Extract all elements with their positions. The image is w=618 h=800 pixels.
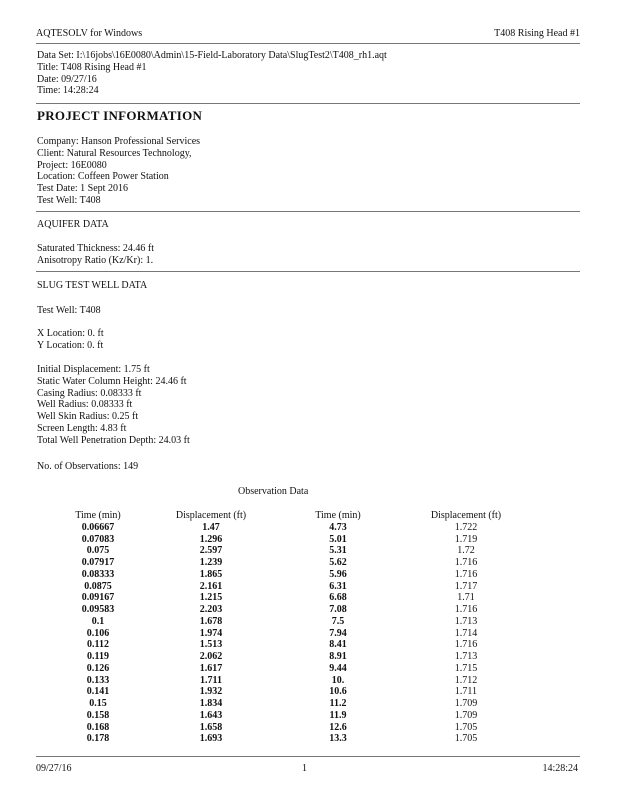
divider-1	[36, 103, 580, 104]
data-set-date: Date: 09/27/16	[37, 73, 97, 85]
screen-length: Screen Length: 4.83 ft	[37, 422, 127, 434]
table-row	[36, 733, 518, 745]
obs-displacement-left: 1.296	[199, 533, 223, 545]
well-radius: Well Radius: 0.08333 ft	[37, 399, 133, 411]
obs-time-right: 7.94	[329, 627, 347, 639]
obs-displacement-right: 1.709	[454, 698, 478, 709]
table-row	[36, 557, 518, 569]
obs-displacement-right: 1.715	[454, 662, 478, 674]
table-row	[36, 651, 518, 663]
obs-time-right: 5.31	[329, 545, 347, 557]
obs-displacement-right: 1.716	[454, 604, 478, 615]
table-row	[36, 522, 518, 534]
obs-displacement-right: 1.719	[454, 533, 478, 545]
table-row	[36, 604, 518, 616]
obs-displacement-left: 1.678	[199, 615, 223, 627]
data-set-title: Title: T408 Rising Head #1	[37, 61, 147, 73]
obs-displacement-right: 1.71	[457, 592, 475, 604]
obs-time-right: 5.62	[329, 557, 347, 568]
obs-displacement-right: 1.716	[454, 557, 478, 568]
obs-time-right: 4.73	[329, 521, 347, 533]
obs-displacement-left: 1.658	[199, 721, 223, 733]
obs-displacement-right: 1.712	[454, 674, 478, 686]
slug-heading: SLUG TEST WELL DATA	[37, 280, 148, 291]
obs-time-right: 7.5	[331, 615, 345, 627]
obs-displacement-left: 2.203	[199, 604, 223, 615]
obs-time-left: 0.15	[89, 698, 107, 709]
obs-time-right: 8.91	[329, 651, 347, 662]
table-row	[36, 628, 518, 640]
table-row	[36, 569, 518, 581]
obs-time-left: 0.178	[86, 733, 110, 745]
client: Client: Natural Resources Technology,	[37, 147, 192, 159]
obs-displacement-left: 2.161	[199, 580, 223, 592]
y-location: Y Location: 0. ft	[37, 339, 104, 351]
obs-displacement-left: 1.974	[199, 627, 223, 639]
footer-time: 14:28:24	[542, 763, 578, 774]
obs-time-right: 11.2	[329, 698, 347, 709]
col-header-time-2: Time (min)	[315, 510, 361, 521]
observation-table	[36, 510, 518, 745]
col-header-time-1: Time (min)	[75, 510, 121, 521]
table-row	[36, 663, 518, 675]
obs-time-right: 5.01	[329, 533, 347, 545]
obs-displacement-left: 1.47	[202, 521, 220, 533]
project-info	[37, 136, 200, 207]
obs-displacement-right: 1.713	[454, 615, 478, 627]
obs-time-left: 0.126	[86, 662, 110, 674]
observation-rows	[36, 522, 518, 745]
obs-time-right: 6.31	[329, 580, 347, 592]
table-row	[36, 686, 518, 698]
slug-location	[37, 328, 104, 352]
obs-time-left: 0.141	[86, 686, 110, 698]
obs-displacement-left: 1.711	[200, 674, 222, 686]
table-row	[36, 710, 518, 722]
table-row	[36, 592, 518, 604]
obs-time-left: 0.133	[86, 674, 110, 686]
well-parameters	[37, 364, 190, 447]
table-row	[36, 545, 518, 557]
obs-displacement-left: 2.062	[199, 651, 223, 662]
divider-3	[36, 271, 580, 272]
data-set-time: Time: 14:28:24	[37, 85, 99, 97]
slug-test-well: Test Well: T408	[37, 305, 101, 316]
obs-displacement-left: 1.693	[199, 733, 223, 745]
dataset-info	[37, 50, 387, 97]
casing-radius: Casing Radius: 0.08333 ft	[37, 387, 142, 399]
obs-displacement-right: 1.722	[454, 521, 478, 533]
obs-time-left: 0.09583	[81, 604, 115, 615]
total-penetration-depth: Total Well Penetration Depth: 24.03 ft	[37, 434, 190, 446]
obs-time-right: 6.68	[329, 592, 347, 604]
anisotropy-ratio: Anisotropy Ratio (Kz/Kr): 1.	[37, 254, 154, 266]
obs-time-left: 0.1	[91, 615, 105, 627]
obs-time-right: 13.3	[329, 733, 347, 745]
header-divider	[36, 43, 580, 44]
obs-displacement-right: 1.717	[454, 580, 478, 592]
test-date: Test Date: 1 Sept 2016	[37, 183, 128, 195]
obs-displacement-right: 1.716	[454, 568, 478, 580]
table-row	[36, 534, 518, 546]
obs-time-left: 0.106	[86, 627, 110, 639]
table-row	[36, 722, 518, 734]
table-row	[36, 698, 518, 710]
initial-displacement: Initial Displacement: 1.75 ft	[37, 364, 150, 375]
obs-displacement-right: 1.716	[454, 639, 478, 651]
obs-time-left: 0.158	[86, 709, 110, 721]
obs-time-right: 7.08	[329, 604, 347, 615]
obs-time-right: 8.41	[329, 639, 347, 651]
obs-displacement-right: 1.705	[454, 721, 478, 733]
obs-displacement-left: 1.617	[199, 662, 223, 674]
aquifer-heading: AQUIFER DATA	[37, 219, 109, 230]
obs-time-right: 10.	[331, 674, 345, 686]
obs-time-right: 9.44	[329, 662, 347, 674]
obs-time-left: 0.07917	[81, 557, 115, 568]
project-heading: PROJECT INFORMATION	[37, 108, 203, 123]
observation-header-row	[36, 510, 518, 522]
obs-time-left: 0.06667	[81, 521, 115, 533]
obs-time-right: 12.6	[329, 721, 347, 733]
obs-time-left: 0.07083	[81, 533, 115, 545]
test-well: Test Well: T408	[37, 194, 101, 206]
table-row	[36, 639, 518, 651]
observation-table-title: Observation Data	[238, 486, 309, 497]
obs-displacement-left: 1.932	[199, 686, 223, 698]
header-app-name: AQTESOLV for Windows	[36, 28, 143, 39]
obs-displacement-right: 1.72	[457, 545, 475, 557]
saturated-thickness: Saturated Thickness: 24.46 ft	[37, 243, 155, 254]
obs-time-left: 0.168	[86, 721, 110, 733]
table-row	[36, 675, 518, 687]
obs-displacement-right: 1.705	[454, 733, 478, 745]
obs-displacement-left: 1.834	[199, 698, 223, 709]
obs-time-right: 10.6	[329, 686, 347, 698]
obs-displacement-right: 1.713	[454, 651, 478, 662]
obs-displacement-left: 1.513	[199, 639, 223, 651]
obs-displacement-right: 1.714	[454, 627, 478, 639]
obs-displacement-left: 1.215	[199, 592, 223, 604]
obs-displacement-left: 1.239	[199, 557, 223, 568]
obs-time-left: 0.0875	[84, 580, 112, 592]
col-header-displacement-2: Displacement (ft)	[430, 510, 502, 521]
obs-displacement-left: 1.643	[199, 709, 223, 721]
divider-2	[36, 211, 580, 212]
obs-time-right: 11.9	[329, 709, 347, 721]
obs-time-left: 0.075	[86, 545, 110, 557]
number-of-observations: No. of Observations: 149	[37, 461, 139, 472]
static-water-column: Static Water Column Height: 24.46 ft	[37, 375, 187, 387]
header-test-name: T408 Rising Head #1	[494, 28, 580, 39]
project-number: Project: 16E0080	[37, 159, 107, 171]
obs-time-left: 0.08333	[81, 568, 115, 580]
footer-divider	[36, 756, 580, 757]
obs-time-right: 5.96	[329, 568, 347, 580]
table-row	[36, 616, 518, 628]
location: Location: Coffeen Power Station	[37, 171, 169, 183]
table-row	[36, 581, 518, 593]
footer-date: 09/27/16	[36, 763, 72, 774]
col-header-displacement-1: Displacement (ft)	[175, 510, 247, 521]
obs-displacement-left: 2.597	[199, 545, 223, 557]
obs-displacement-left: 1.865	[199, 568, 223, 580]
well-skin-radius: Well Skin Radius: 0.25 ft	[37, 411, 139, 423]
data-set-path: Data Set: I:\16jobs\16E0080\Admin\15-Field-Laboratory Data\SlugTest2\T408_rh1.aqt	[37, 50, 387, 61]
obs-time-left: 0.119	[87, 651, 109, 662]
obs-time-left: 0.112	[87, 639, 109, 651]
page-number: 1	[302, 763, 307, 774]
aquifer-info	[37, 243, 154, 267]
obs-displacement-right: 1.709	[454, 709, 478, 721]
obs-time-left: 0.09167	[81, 592, 115, 604]
obs-displacement-right: 1.711	[454, 686, 478, 698]
company: Company: Hanson Professional Services	[37, 136, 201, 147]
x-location: X Location: 0. ft	[37, 328, 104, 339]
